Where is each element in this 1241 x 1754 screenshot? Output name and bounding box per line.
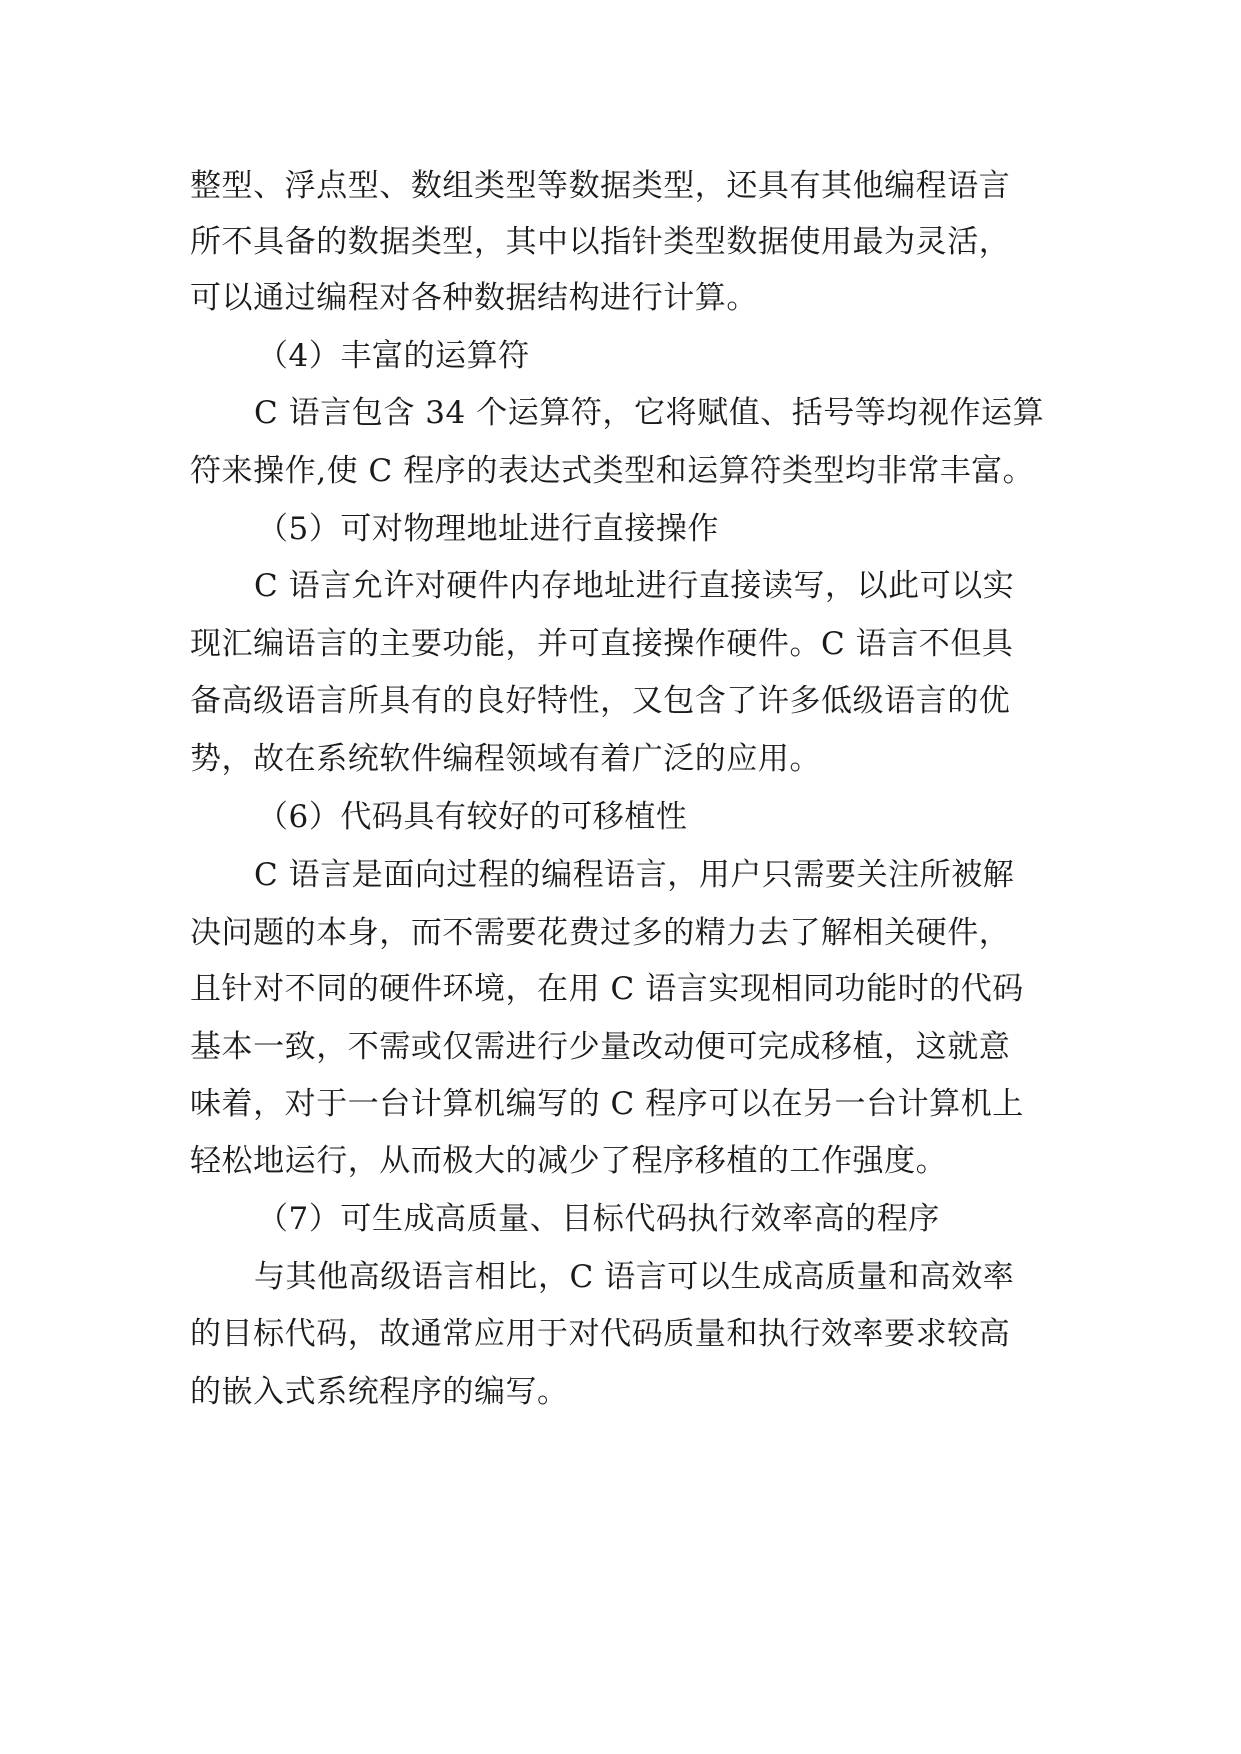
body-text-line: 决问题的本身，而不需要花费过多的精力去了解相关硬件， [190,915,1011,951]
body-text-line: 的目标代码，故通常应用于对代码质量和执行效率要求较高 [190,1316,1011,1352]
body-text-line: 的嵌入式系统程序的编写。 [190,1374,569,1410]
body-text-line: 与其他高级语言相比，C 语言可以生成高质量和高效率 [254,1259,1015,1295]
section-heading-7: （7）可生成高质量、目标代码执行效率高的程序 [257,1201,940,1237]
body-text-line: C 语言允许对硬件内存地址进行直接读写，以此可以实 [254,568,1015,604]
body-text-line: 备高级语言所具有的良好特性，又包含了许多低级语言的优 [190,683,1011,719]
body-text-line: C 语言包含 34 个运算符，它将赋值、括号等均视作运算 [254,395,1045,431]
body-text-line: 味着，对于一台计算机编写的 C 程序可以在另一台计算机上 [190,1086,1024,1122]
body-text-line: 可以通过编程对各种数据结构进行计算。 [190,280,758,316]
section-heading-5: （5）可对物理地址进行直接操作 [257,511,719,547]
section-heading-6: （6）代码具有较好的可移植性 [257,799,688,835]
body-text-line: 势，故在系统软件编程领域有着广泛的应用。 [190,741,821,777]
body-text-line: 所不具备的数据类型，其中以指针类型数据使用最为灵活， [190,224,1011,260]
body-text-line: 现汇编语言的主要功能，并可直接操作硬件。C 语言不但具 [190,626,1014,662]
section-heading-4: （4）丰富的运算符 [257,338,530,374]
body-text-line: 符来操作,使 C 程序的表达式类型和运算符类型均非常丰富。 [190,453,1035,489]
body-text-line: 且针对不同的硬件环境，在用 C 语言实现相同功能时的代码 [190,971,1024,1007]
body-text-line: 整型、浮点型、数组类型等数据类型，还具有其他编程语言 [190,168,1011,204]
body-text-line: 基本一致，不需或仅需进行少量改动便可完成移植，这就意 [190,1029,1011,1065]
body-text-line: 轻松地运行，从而极大的减少了程序移植的工作强度。 [190,1143,948,1179]
body-text-line: C 语言是面向过程的编程语言，用户只需要关注所被解 [254,857,1015,893]
